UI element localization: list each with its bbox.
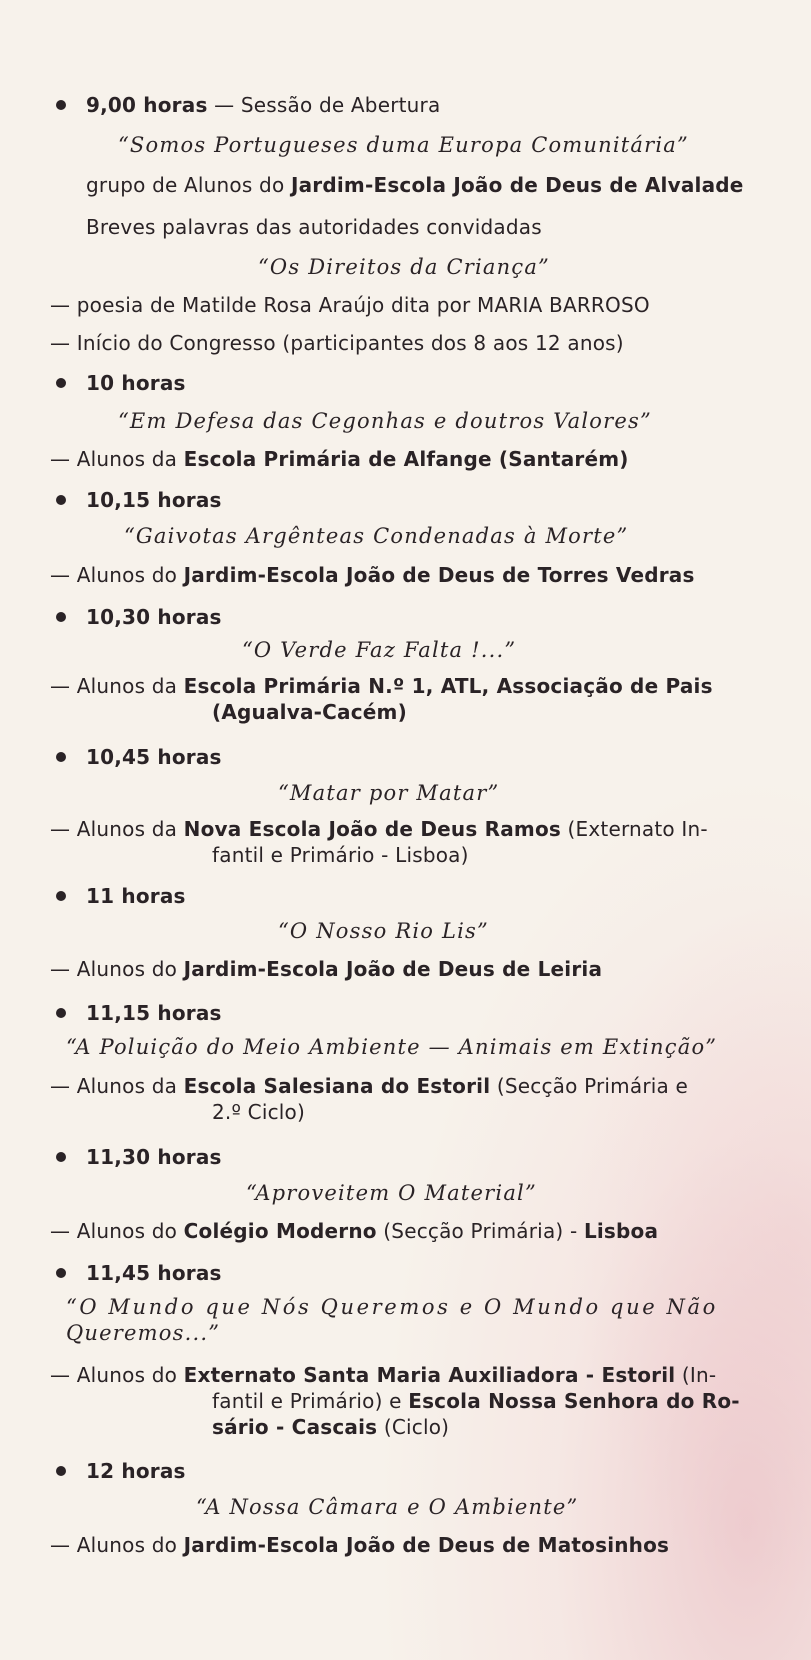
session-title: “Aproveitem O Material” [246, 1181, 537, 1205]
school-name: Nova Escola João de Deus Ramos [183, 817, 561, 841]
desc-suffix: (Secção Primária e [490, 1074, 689, 1098]
desc-continuation: fantil e Primário - Lisboa) [212, 843, 469, 867]
session-title: “Somos Portugueses duma Europa Comunitária” [118, 133, 689, 157]
desc-prefix: — Alunos do [50, 1219, 184, 1243]
bullet-icon [56, 100, 66, 110]
session-title: “O Verde Faz Falta !...” [242, 638, 517, 662]
session-title: “A Nossa Câmara e O Ambiente” [196, 1495, 579, 1519]
desc-continuation: fantil e Primário) e [212, 1389, 409, 1413]
desc-suffix: (Secção Primária) - [376, 1219, 584, 1243]
bullet-icon [56, 1152, 66, 1162]
desc-suffix-2: (Ciclo) [377, 1415, 450, 1439]
session-time: 10,15 horas [86, 488, 222, 512]
desc-prefix: — Alunos do [50, 957, 184, 981]
bullet-icon [56, 378, 66, 388]
desc-prefix: — Alunos do [50, 1363, 184, 1387]
session-title: “Matar por Matar” [278, 781, 500, 805]
bullet-icon [56, 1008, 66, 1018]
school-name: Jardim-Escola João de Deus de Leiria [183, 957, 603, 981]
desc-prefix: — Alunos da [50, 817, 184, 841]
session-time: 11,30 horas [86, 1145, 222, 1169]
school-name: Jardim-Escola João de Deus de Alvalade [290, 173, 744, 197]
session-label: — Sessão de Abertura [214, 93, 441, 117]
desc-prefix: — Alunos da [50, 674, 184, 698]
desc-prefix: — Alunos da [50, 1074, 184, 1098]
school-name: Jardim-Escola João de Deus de Torres Vedras [183, 563, 695, 587]
session-time: 11 horas [86, 884, 186, 908]
bullet-icon [56, 1466, 66, 1476]
session-time: 10,45 horas [86, 745, 222, 769]
school-location: sário - Cascais [212, 1415, 378, 1439]
session-title: “O Nosso Rio Lis” [278, 919, 489, 943]
session-title: “A Poluição do Meio Ambiente — Animais em Extinção” [66, 1035, 718, 1059]
bullet-icon [56, 891, 66, 901]
school-location: Lisboa [583, 1219, 659, 1243]
session-time: 10,30 horas [86, 605, 222, 629]
remarks-text: Breves palavras das autoridades convidadas [86, 215, 542, 239]
desc-prefix: — Alunos do [50, 1533, 184, 1557]
session-time: 10 horas [86, 371, 186, 395]
school-location: (Agualva-Cacém) [212, 700, 407, 724]
desc-suffix: (In- [675, 1363, 717, 1387]
bullet-icon [56, 495, 66, 505]
school-name-2: Escola Nossa Senhora do Ro- [408, 1389, 740, 1413]
session-time: 11,15 horas [86, 1001, 222, 1025]
poem-reader: MARIA BARROSO [477, 293, 650, 317]
poem-title: “Os Direitos da Criança” [258, 255, 550, 279]
poem-prefix: — poesia de Matilde Rosa Araújo dita por [50, 293, 478, 317]
session-time: 12 horas [86, 1459, 186, 1483]
bullet-icon [56, 752, 66, 762]
session-time: 11,45 horas [86, 1261, 222, 1285]
session-title: “Gaivotas Argênteas Condenadas à Morte” [124, 524, 629, 548]
bullet-icon [56, 1268, 66, 1278]
school-name: Escola Primária N.º 1, ATL, Associação de Pais [183, 674, 713, 698]
session-title-continuation: Queremos...” [66, 1321, 221, 1345]
desc-prefix: — Alunos do [50, 563, 184, 587]
school-name: Jardim-Escola João de Deus de Matosinhos [183, 1533, 670, 1557]
school-name: Escola Salesiana do Estoril [183, 1074, 491, 1098]
desc-continuation: 2.º Ciclo) [212, 1100, 305, 1124]
school-name: Externato Santa Maria Auxiliadora - Estoril [183, 1363, 676, 1387]
group-prefix: grupo de Alunos do [86, 173, 291, 197]
school-name: Escola Primária de Alfange (Santarém) [183, 447, 629, 471]
session-time: 9,00 horas [86, 93, 208, 117]
session-title: “O Mundo que Nós Queremos e O Mundo que Não [66, 1295, 718, 1319]
congress-text: — Início do Congresso (participantes dos 8 aos 12 anos) [50, 331, 624, 355]
desc-suffix: (Externato In- [561, 817, 708, 841]
school-name: Colégio Moderno [183, 1219, 377, 1243]
bullet-icon [56, 612, 66, 622]
session-title: “Em Defesa das Cegonhas e doutros Valores” [118, 409, 652, 433]
desc-prefix: — Alunos da [50, 447, 184, 471]
